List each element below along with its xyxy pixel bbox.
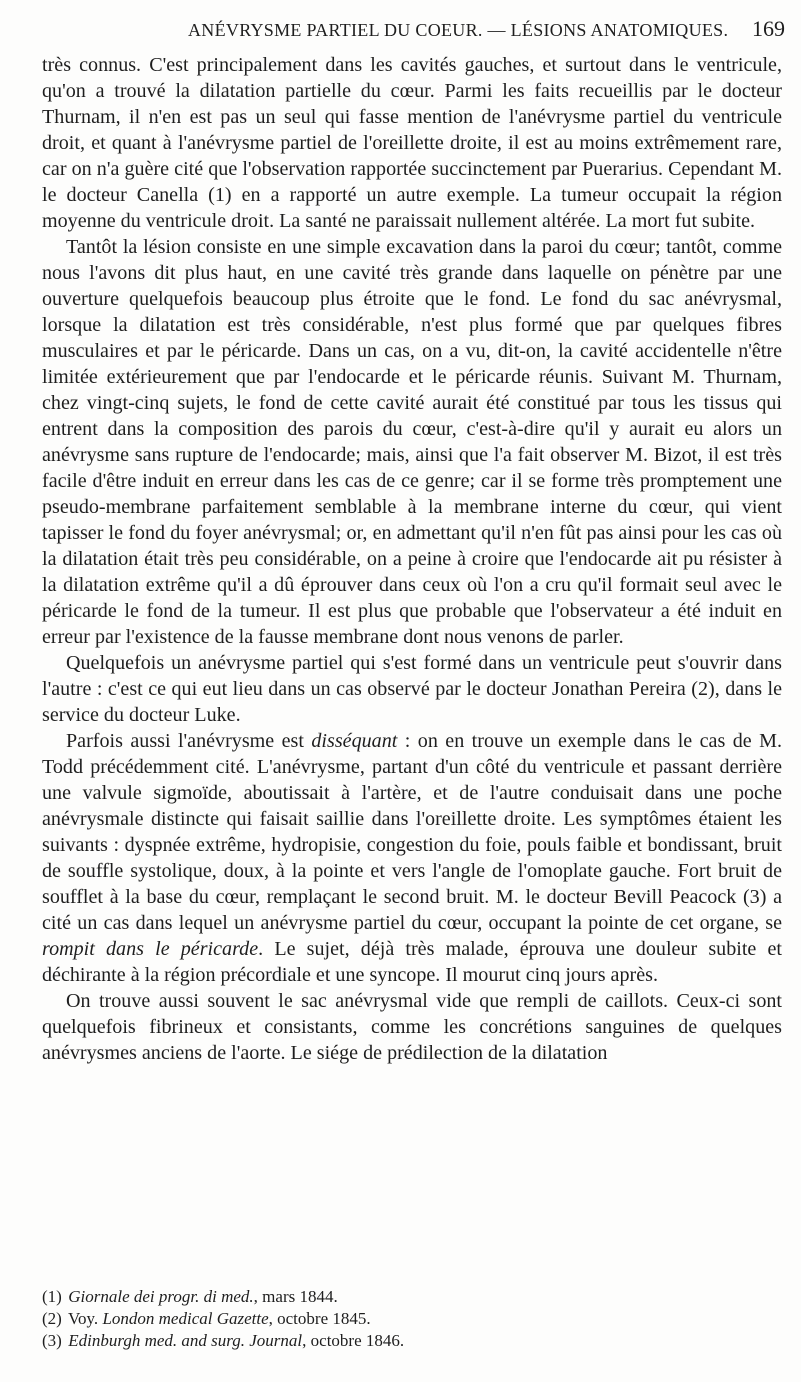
page-header [40,14,785,46]
footnote-number: (1) [42,1287,62,1306]
footnote-3 [42,1330,782,1352]
footnote-1 [42,1286,782,1308]
footnote-text: Voy. [67,1309,103,1328]
footnote-source: Giornale dei progr. di med. [68,1287,254,1306]
footnote-number: (2) [42,1309,62,1328]
running-head: ANÉVRYSME PARTIEL DU COEUR. — LÉSIONS ANATOMIQUES. [188,20,729,40]
footnotes [42,1286,782,1352]
page-number: 169 [752,16,785,41]
paragraph-4 [42,728,782,988]
paragraph-5: On trouve aussi souvent le sac anévrysmal vide que rempli de caillots. Ceux-ci sont quelquefois fibrineux et consistants, comme les concrétions sanguines de quelques anévrysmes anciens de l'aorte. Le siége de prédilection de la dilatation [42,990,782,1064]
paragraph-3: Quelquefois un anévrysme partiel qui s'est formé dans un ventricule peut s'ouvrir dans l'autre : c'est ce qui eut lieu dans un cas observé par le docteur Jonathan Pereira (2), dans le service du docteur Luke. [42,652,782,726]
footnote-number: (3) [42,1331,62,1350]
footnote-source: London medical Gazette [102,1309,269,1328]
paragraph-4-italic-b: rompit dans le péricarde [42,938,259,960]
paragraph-1: très connus. C'est principalement dans les cavités gauches, et surtout dans le ventricule, qu'on a trouvé la dilatation partielle du cœur. Parmi les faits recueillis par le docteur Thurnam, il n'en est pas un seul qui fasse mention de l'anévrysme partiel du ventricule droit, et quant à l'anévrysme partiel de l'oreillette droite, il est au moins extrêmement rare, car on n'a guère cité que l'observation rapportée succinctement par Puerarius. Cependant M. le docteur Canella (1) en a rapporté un autre exemple. La tumeur occupait la région moyenne du ventricule droit. La santé ne paraissait nullement altérée. La mort fut subite. [42,54,782,232]
footnote-date: , mars 1844. [253,1287,338,1306]
footnote-2 [42,1308,782,1330]
paragraph-4-text-c: . Le sujet, déjà très malade, éprouva une douleur subite et déchirante à la région précordiale et une syncope. Il mourut cinq jours après. [42,938,782,986]
footnote-source: Edinburgh med. and surg. Journal [68,1331,303,1350]
body-text [42,52,782,1066]
paragraph-4-italic-a: disséquant [311,730,398,752]
paragraph-4-text-b: : on en trouve un exemple dans le cas de M. Todd précédemment cité. L'anévrysme, partant d'un côté du ventricule et passant derrière une valvule sigmoïde, aboutissait à l'artère, et de l'autre conduisait dans une poche anévrysmale distincte qui faisait saillie dans l'oreillette droite. Les symptômes étaient les suivants : dyspnée extrême, hydropisie, congestion du foie, pouls faible et bondissant, bruit de souffle systolique, doux, à la pointe et vers l'angle de l'omoplate gauche. Fort bruit de soufflet à la base du cœur, remplaçant le second bruit. M. le docteur Bevill Peacock (3) a cité un cas dans lequel un anévrysme partiel du cœur, occupant la pointe de cet organe, se [42,730,782,934]
footnote-date: , octobre 1846. [302,1331,405,1350]
footnote-date: , octobre 1845. [268,1309,371,1328]
paragraph-4-text-a: Parfois aussi l'anévrysme est [66,730,312,752]
paragraph-2: Tantôt la lésion consiste en une simple excavation dans la paroi du cœur; tantôt, comme nous l'avons dit plus haut, en une cavité très grande dans laquelle on pénètre par une ouverture quelquefois beaucoup plus étroite que le fond. Le fond du sac anévrysmal, lorsque la dilatation est très considérable, n'est plus formé que par quelques fibres musculaires et par le péricarde. Dans un cas, on a vu, dit-on, la cavité accidentelle n'être limitée extérieurement que par l'endocarde et le péricarde réunis. Suivant M. Thurnam, chez vingt-cinq sujets, le fond de cette cavité aurait été constitué par tous les tissus qui entrent dans la composition des parois du cœur, c'est-à-dire qu'il y aurait eu alors un anévrysme sans rupture de l'endocarde; mais, ainsi que l'a fait observer M. Bizot, il est très facile d'être induit en erreur dans les cas de ce genre; car il se forme très promptement une pseudo-membrane parfaitement semblable à la membrane interne du cœur, qui vient tapisser le fond du foyer anévrysmal; or, en admettant qu'il n'en fût pas ainsi pour les cas où la dilatation était très peu considérable, on a peine à croire que l'endocarde ait pu résister à la dilatation extrême qu'il a dû éprouver dans ceux où l'on a cru qu'il formait seul avec le péricarde le fond de la tumeur. Il est plus que probable que l'observateur a été induit en erreur par l'existence de la fausse membrane dont nous venons de parler. [42,236,782,648]
